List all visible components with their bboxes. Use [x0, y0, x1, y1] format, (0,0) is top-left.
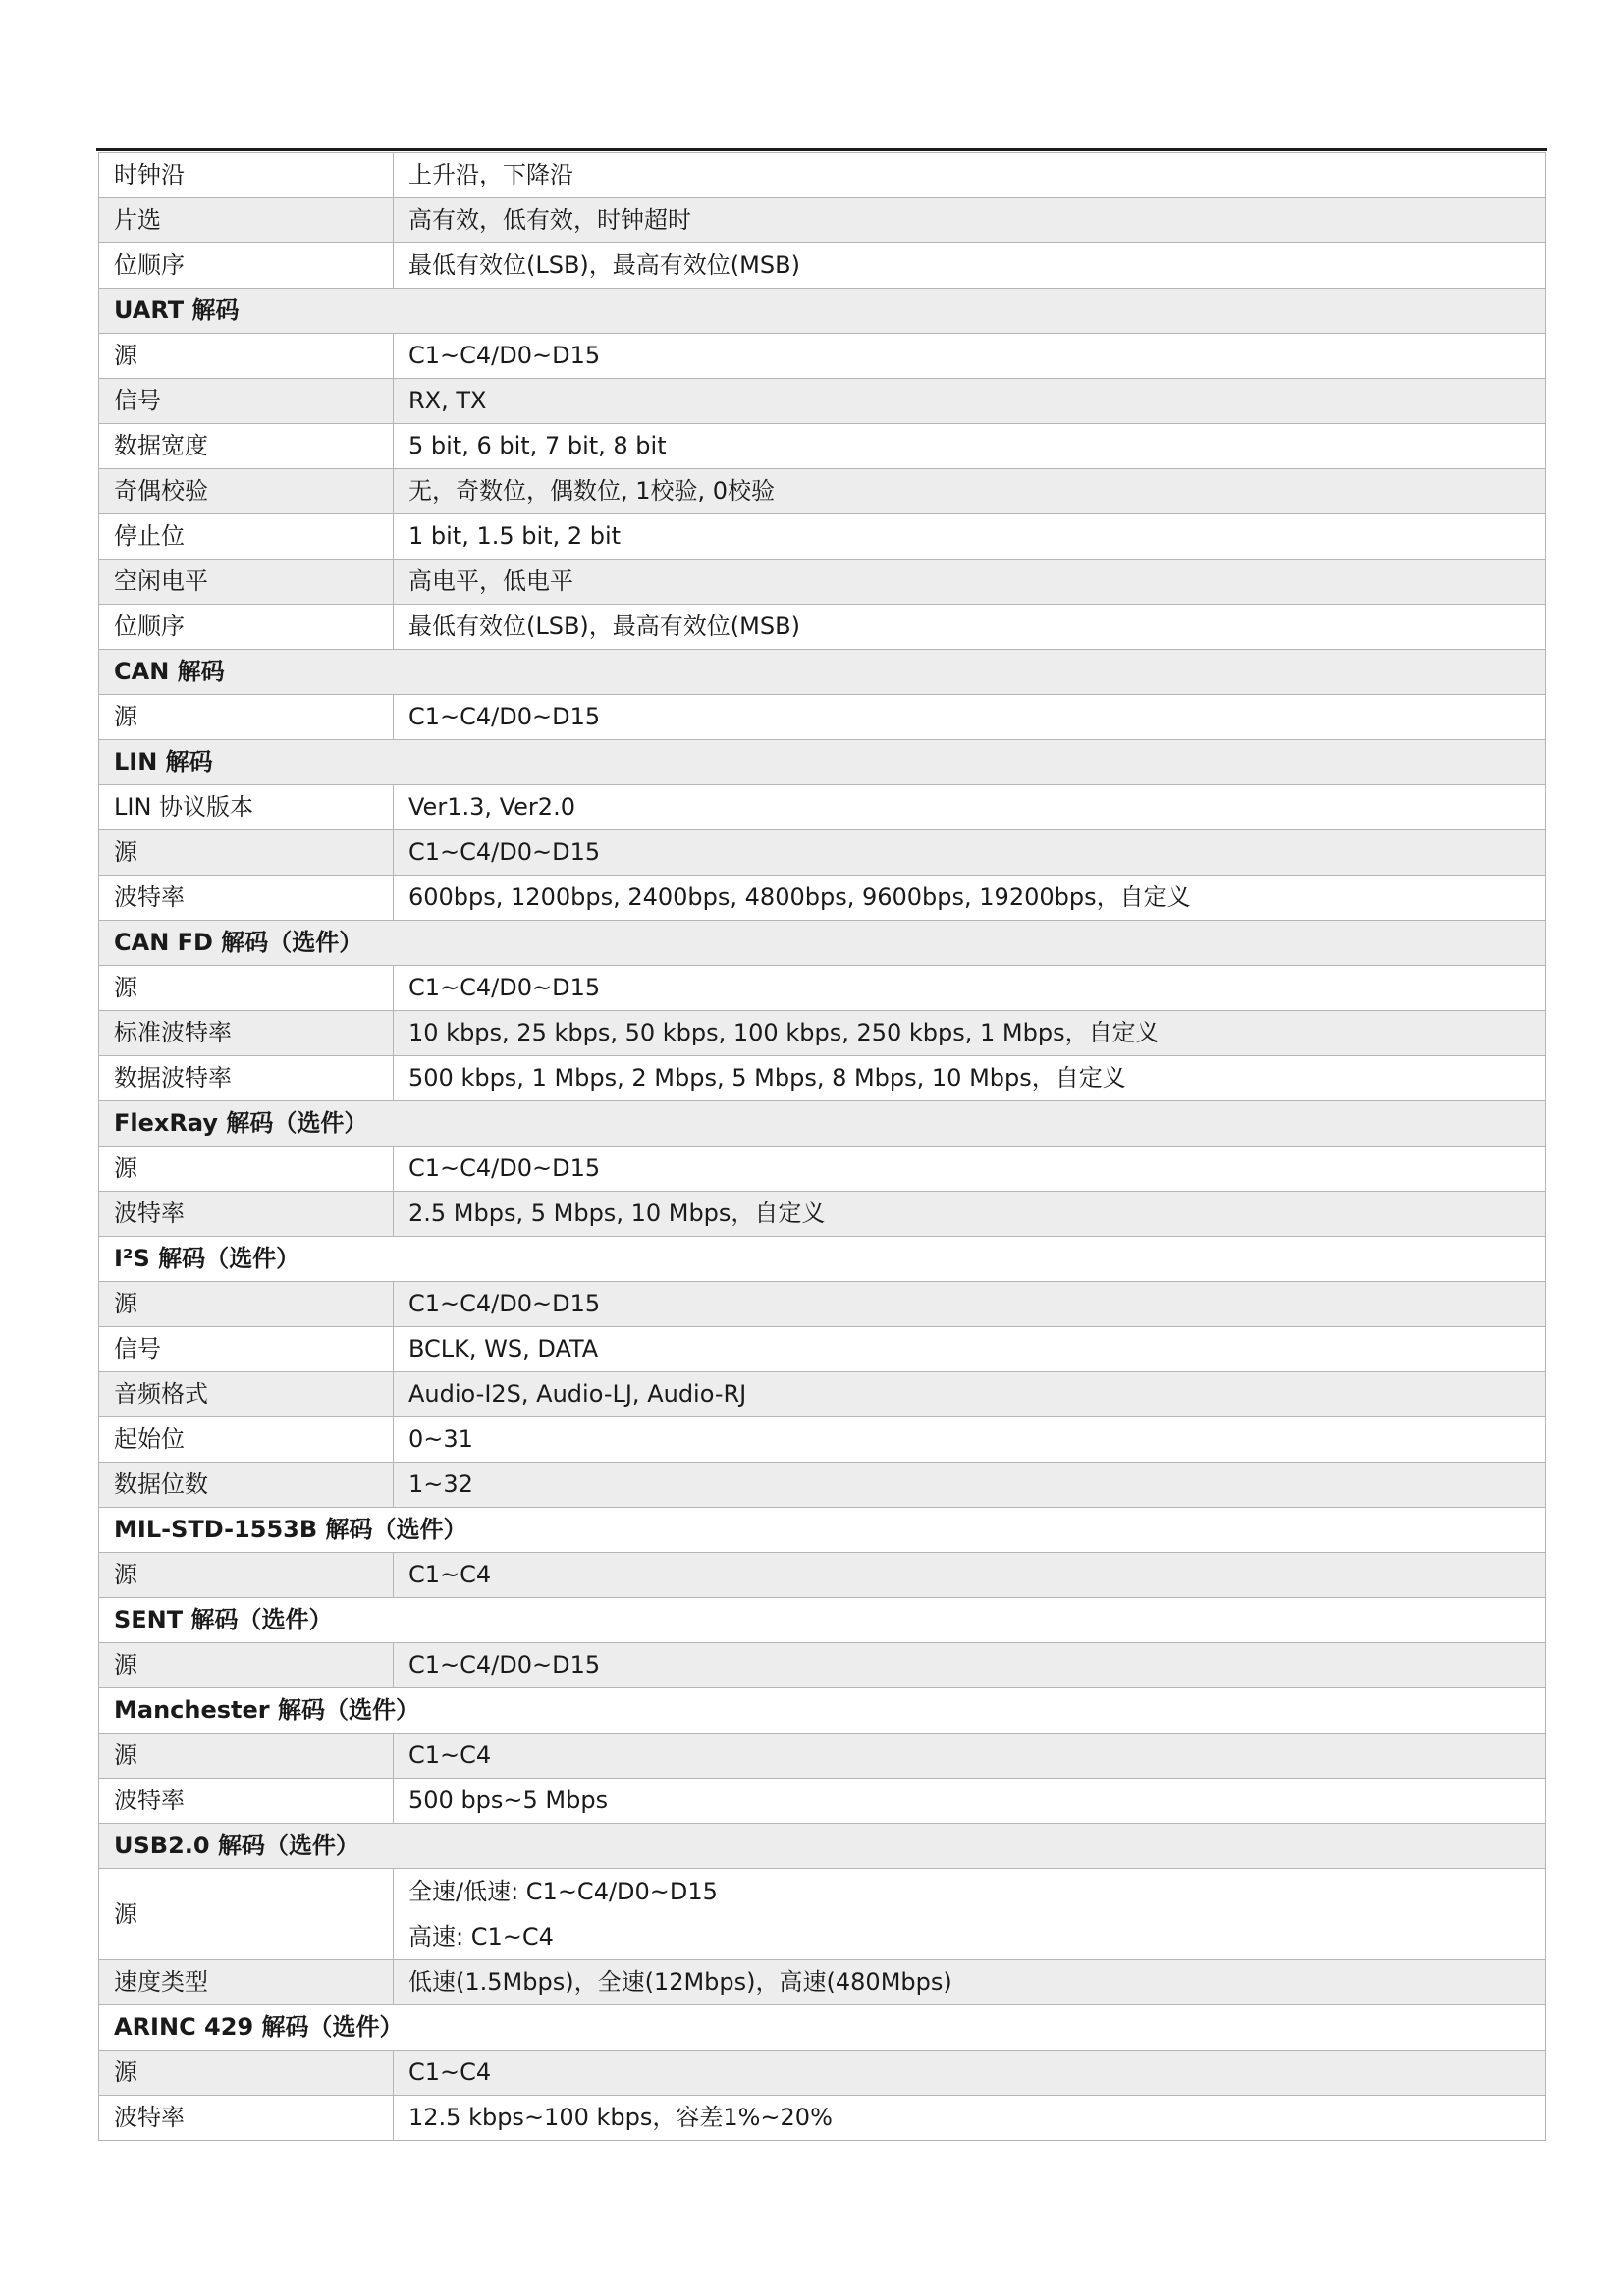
spec-value: C1~C4/D0~D15: [394, 1147, 1546, 1192]
spec-value: 500 kbps, 1 Mbps, 2 Mbps, 5 Mbps, 8 Mbps, 10 Mbps，自定义: [394, 1056, 1546, 1101]
spec-row: [99, 876, 1546, 921]
spec-row: [99, 1011, 1546, 1056]
spec-value: Ver1.3, Ver2.0: [394, 785, 1546, 830]
spec-value: 5 bit, 6 bit, 7 bit, 8 bit: [394, 424, 1546, 469]
spec-row: [99, 1372, 1546, 1417]
spec-label: 波特率: [99, 2096, 394, 2141]
spec-row: [99, 153, 1546, 198]
spec-row: [99, 1056, 1546, 1101]
spec-row: [99, 785, 1546, 830]
section-title: UART 解码: [99, 289, 1546, 334]
spec-value: 2.5 Mbps, 5 Mbps, 10 Mbps，自定义: [394, 1192, 1546, 1237]
spec-row: [99, 334, 1546, 379]
section-title: FlexRay 解码（选件）: [99, 1101, 1546, 1147]
spec-value: C1~C4: [394, 2051, 1546, 2096]
spec-label: 波特率: [99, 1779, 394, 1824]
spec-label: 源: [99, 1734, 394, 1779]
section-header-row: [99, 2005, 1546, 2051]
spec-value: 低速(1.5Mbps)，全速(12Mbps)，高速(480Mbps): [394, 1960, 1546, 2005]
spec-value: 1~32: [394, 1463, 1546, 1508]
spec-value: 600bps, 1200bps, 2400bps, 4800bps, 9600bps, 19200bps，自定义: [394, 876, 1546, 921]
section-title: CAN FD 解码（选件）: [99, 921, 1546, 966]
spec-label: 源: [99, 1282, 394, 1327]
spec-label: 起始位: [99, 1417, 394, 1463]
section-title: SENT 解码（选件）: [99, 1598, 1546, 1643]
spec-label: 空闲电平: [99, 560, 394, 605]
section-title: MIL-STD-1553B 解码（选件）: [99, 1508, 1546, 1553]
spec-value: 上升沿，下降沿: [394, 153, 1546, 198]
spec-value: BCLK, WS, DATA: [394, 1327, 1546, 1372]
spec-row: [99, 966, 1546, 1011]
top-rule: [96, 148, 1547, 151]
spec-row: [99, 1734, 1546, 1779]
spec-row: [99, 560, 1546, 605]
spec-label: 音频格式: [99, 1372, 394, 1417]
section-title: USB2.0 解码（选件）: [99, 1824, 1546, 1869]
spec-row: [99, 1282, 1546, 1327]
spec-label: 标准波特率: [99, 1011, 394, 1056]
section-header-row: [99, 650, 1546, 695]
spec-value-line: 全速/低速: C1~C4/D0~D15: [408, 1878, 718, 1905]
spec-row: [99, 514, 1546, 560]
spec-label: LIN 协议版本: [99, 785, 394, 830]
spec-label: 位顺序: [99, 243, 394, 289]
section-header-row: [99, 921, 1546, 966]
spec-label: 数据波特率: [99, 1056, 394, 1101]
spec-label: 源: [99, 695, 394, 740]
spec-value: RX, TX: [394, 379, 1546, 424]
spec-row: [99, 469, 1546, 514]
spec-label: 奇偶校验: [99, 469, 394, 514]
spec-label: 源: [99, 334, 394, 379]
spec-row: [99, 1643, 1546, 1688]
section-header-row: [99, 740, 1546, 785]
spec-label: 数据位数: [99, 1463, 394, 1508]
spec-value: 1 bit, 1.5 bit, 2 bit: [394, 514, 1546, 560]
spec-value: 10 kbps, 25 kbps, 50 kbps, 100 kbps, 250 kbps, 1 Mbps，自定义: [394, 1011, 1546, 1056]
spec-value: C1~C4/D0~D15: [394, 334, 1546, 379]
spec-row: [99, 1147, 1546, 1192]
section-header-row: [99, 1508, 1546, 1553]
spec-value: C1~C4: [394, 1734, 1546, 1779]
spec-label: 片选: [99, 198, 394, 243]
spec-row: [99, 1463, 1546, 1508]
section-title: LIN 解码: [99, 740, 1546, 785]
spec-value: C1~C4/D0~D15: [394, 1643, 1546, 1688]
spec-value: 最低有效位(LSB)，最高有效位(MSB): [394, 243, 1546, 289]
spec-label: 时钟沿: [99, 153, 394, 198]
spec-label: 源: [99, 1147, 394, 1192]
spec-row: [99, 379, 1546, 424]
section-header-row: [99, 1237, 1546, 1282]
spec-row: [99, 1553, 1546, 1598]
spec-row: [99, 198, 1546, 243]
section-title: ARINC 429 解码（选件）: [99, 2005, 1546, 2051]
spec-value: C1~C4/D0~D15: [394, 966, 1546, 1011]
spec-label: 位顺序: [99, 605, 394, 650]
spec-label: 源: [99, 1869, 394, 1960]
spec-row: [99, 1327, 1546, 1372]
spec-label: 信号: [99, 1327, 394, 1372]
spec-row: [99, 830, 1546, 876]
section-header-row: [99, 1824, 1546, 1869]
spec-value: Audio-I2S, Audio-LJ, Audio-RJ: [394, 1372, 1546, 1417]
spec-row: [99, 1960, 1546, 2005]
spec-label: 信号: [99, 379, 394, 424]
spec-value: C1~C4/D0~D15: [394, 830, 1546, 876]
spec-row: [99, 605, 1546, 650]
spec-value: 最低有效位(LSB)，最高有效位(MSB): [394, 605, 1546, 650]
section-title: CAN 解码: [99, 650, 1546, 695]
spec-row: [99, 243, 1546, 289]
section-title: I²S 解码（选件）: [99, 1237, 1546, 1282]
spec-label: 源: [99, 2051, 394, 2096]
spec-value: 0~31: [394, 1417, 1546, 1463]
spec-value: 无，奇数位，偶数位, 1校验, 0校验: [394, 469, 1546, 514]
spec-row: [99, 2051, 1546, 2096]
spec-value: 高电平，低电平: [394, 560, 1546, 605]
spec-label: 停止位: [99, 514, 394, 560]
spec-table: [98, 152, 1546, 2141]
spec-value: C1~C4/D0~D15: [394, 1282, 1546, 1327]
spec-value: C1~C4: [394, 1553, 1546, 1598]
spec-value-line: 高速: C1~C4: [408, 1923, 554, 1950]
spec-row: [99, 1779, 1546, 1824]
spec-value: C1~C4/D0~D15: [394, 695, 1546, 740]
spec-row: [99, 424, 1546, 469]
spec-value: 12.5 kbps~100 kbps，容差1%~20%: [394, 2096, 1546, 2141]
spec-row: [99, 1417, 1546, 1463]
spec-value: 500 bps~5 Mbps: [394, 1779, 1546, 1824]
spec-row: [99, 1192, 1546, 1237]
spec-label: 速度类型: [99, 1960, 394, 2005]
spec-value: 高有效，低有效，时钟超时: [394, 198, 1546, 243]
spec-row: [99, 1869, 1546, 1960]
spec-label: 源: [99, 966, 394, 1011]
spec-row: [99, 695, 1546, 740]
spec-row: [99, 2096, 1546, 2141]
spec-label: 波特率: [99, 876, 394, 921]
section-title: Manchester 解码（选件）: [99, 1688, 1546, 1734]
spec-label: 数据宽度: [99, 424, 394, 469]
spec-table-body: [99, 153, 1546, 2141]
spec-label: 源: [99, 830, 394, 876]
section-header-row: [99, 1101, 1546, 1147]
spec-label: 波特率: [99, 1192, 394, 1237]
spec-label: 源: [99, 1553, 394, 1598]
section-header-row: [99, 1598, 1546, 1643]
section-header-row: [99, 289, 1546, 334]
section-header-row: [99, 1688, 1546, 1734]
spec-value: [394, 1869, 1546, 1960]
spec-label: 源: [99, 1643, 394, 1688]
